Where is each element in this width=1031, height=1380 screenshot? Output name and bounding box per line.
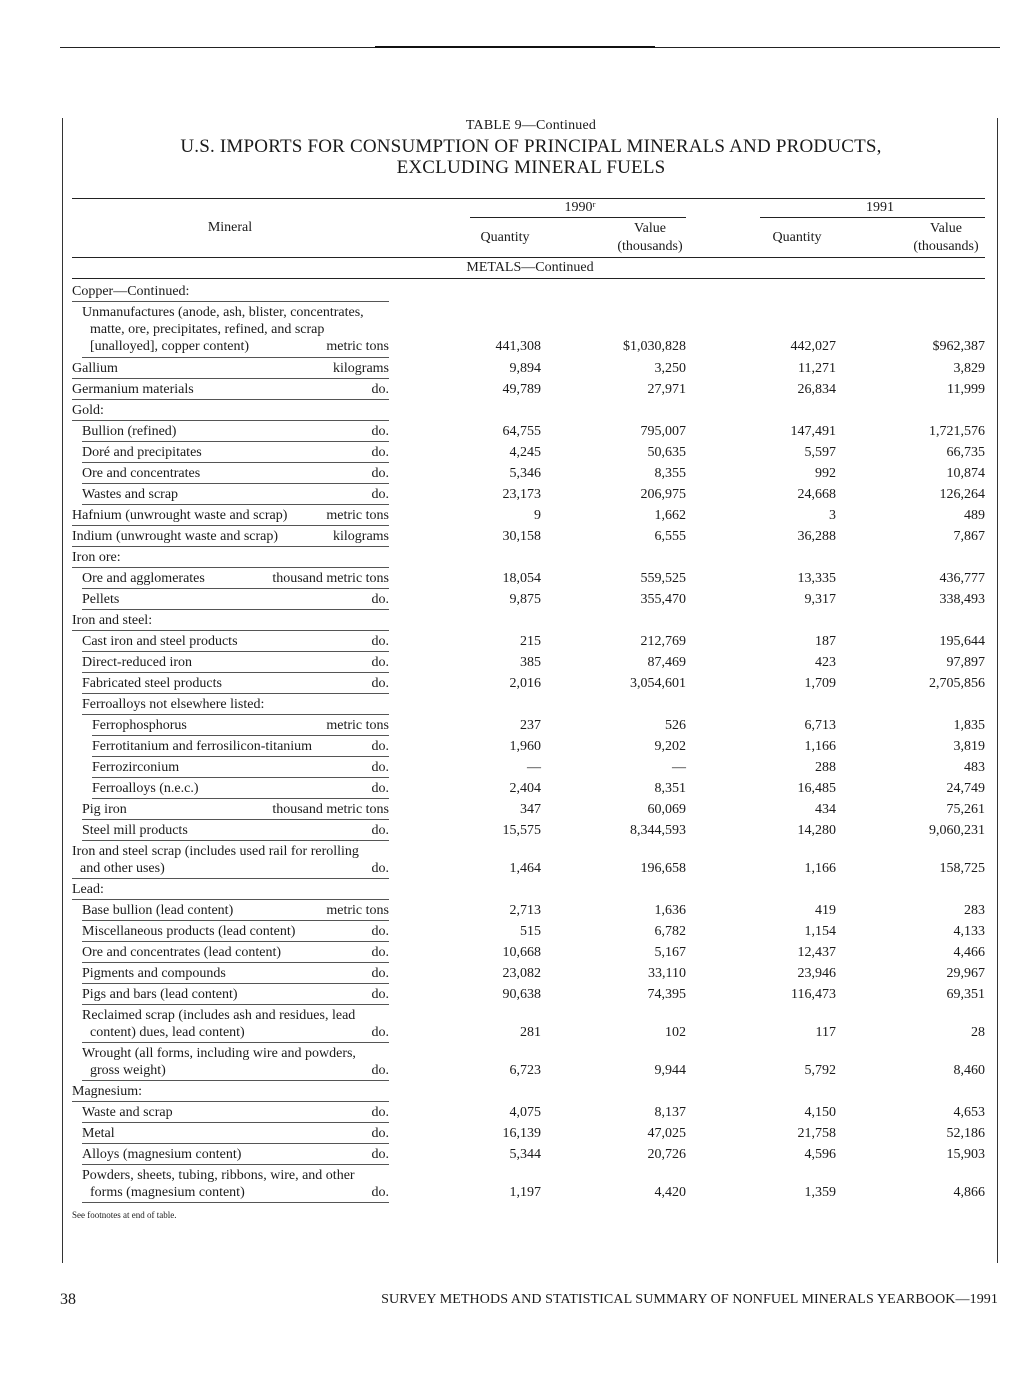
cell-v1: 3,250 [654,361,686,376]
cell-q1: 10,668 [502,945,541,960]
row-unit: do. [371,1185,389,1201]
cell-q2: 1,166 [804,861,836,877]
cell-q2: 147,491 [790,424,836,439]
table-row [0,1102,1031,1123]
cell-q1: 23,082 [502,966,541,981]
cell-q1: 2,404 [509,781,541,796]
cell-q1: 9 [534,508,541,523]
cell-v2: 10,874 [946,466,985,481]
row-unit: do. [371,634,389,649]
row-label: Iron and steel: [72,613,153,628]
cell-v2: 126,264 [939,487,985,502]
row-label-line: and other uses) [80,861,165,877]
cell-q2: 1,166 [804,739,836,754]
page-number: 38 [60,1291,76,1308]
row-unit: do. [371,382,389,397]
row-unit: thousand metric tons [272,571,389,586]
row-label: Pigments and compounds [82,966,226,981]
row-unit: do. [371,823,389,838]
row-label: Steel mill products [82,823,188,838]
row-unit: metric tons [326,718,389,733]
cell-v2: 11,999 [947,382,985,397]
row-unit: do. [371,592,389,607]
table-row [0,921,1031,942]
row-label: Pig iron [82,802,127,817]
row-label: Lead: [72,882,104,897]
cell-q1: 1,960 [509,739,541,754]
cell-q2: 434 [815,802,836,817]
cell-v1: 27,971 [647,382,686,397]
cell-v2: 1,835 [953,718,985,733]
row-unit: do. [371,739,389,754]
cell-q2: 4,596 [804,1147,836,1162]
cell-v2: 1,721,576 [929,424,985,439]
table-row [0,1144,1031,1165]
row-label-line: matte, ore, precipitates, refined, and scrap [90,322,325,338]
header-mineral: Mineral [207,220,253,235]
row-label-line: [unalloyed], copper content) [90,339,249,355]
table-row [0,281,1031,302]
row-label-line: Unmanufactures (anode, ash, blister, concentrates, [82,305,364,320]
row-label: Ore and agglomerates [82,571,205,586]
cell-q2: 423 [815,655,836,670]
row-label: Gold: [72,403,104,418]
row-label: Pigs and bars (lead content) [82,987,238,1002]
cell-v1: 795,007 [640,424,686,439]
table-row [0,421,1031,442]
row-unit: metric tons [326,339,389,355]
row-label: Metal [82,1126,115,1141]
row-label: Iron ore: [72,550,121,565]
cell-q1: 2,713 [509,903,541,918]
row-unit: do. [371,1105,389,1120]
row-label: Ferroalloys (n.e.c.) [92,781,199,796]
row-unit: do. [371,676,389,691]
cell-v1: 526 [665,718,686,733]
cell-v2: 489 [964,508,985,523]
table-row [0,942,1031,963]
cell-q2: 5,792 [804,1063,836,1079]
cell-v2: 29,967 [946,966,985,981]
row-label: Cast iron and steel products [82,634,238,649]
cell-q1: 90,638 [502,987,541,1002]
table-row [0,400,1031,421]
cell-q1: 9,894 [509,361,541,376]
cell-q2: 24,668 [797,487,836,502]
row-label: Ferrophosphorus [92,718,187,733]
row-label: Gallium [72,361,118,376]
row-label-line: Wrought (all forms, including wire and powders, [82,1046,356,1061]
cell-v2: 24,749 [946,781,985,796]
row-unit: kilograms [333,361,389,376]
row-unit: do. [371,781,389,796]
cell-v1: $1,030,828 [623,339,686,355]
cell-q1: 515 [520,924,541,939]
cell-q1: 5,346 [509,466,541,481]
cell-v1: 60,069 [647,802,686,817]
table-row [0,963,1031,984]
table-row [0,1123,1031,1144]
cell-v1: 355,470 [640,592,686,607]
header-value-1991: Value (thousands) [913,221,979,254]
running-title: SURVEY METHODS AND STATISTICAL SUMMARY OF NONFUEL MINERALS YEARBOOK—1991 [381,1292,998,1307]
row-label: Ferrotitanium and ferrosilicon-titanium [92,739,313,754]
cell-q1: 347 [520,802,541,817]
cell-q1: 2,016 [509,676,541,691]
section-label: METALS—Continued [466,260,594,275]
row-unit: do. [371,655,389,670]
row-unit: do. [371,760,389,775]
table-row [0,484,1031,505]
cell-q1: 23,173 [502,487,541,502]
cell-q2: 117 [815,1025,836,1041]
cell-v1: 8,344,593 [630,823,686,838]
row-unit: do. [371,1126,389,1141]
row-label: Wastes and scrap [82,487,179,502]
table-row [0,694,1031,715]
cell-q1: 4,245 [509,445,541,460]
cell-v2: 283 [964,903,985,918]
cell-q1: 64,755 [502,424,541,439]
cell-v2: 4,866 [953,1185,985,1201]
row-label-line: forms (magnesium content) [90,1185,245,1201]
row-unit: do. [371,987,389,1002]
cell-q2: 23,946 [797,966,836,981]
cell-v2: 75,261 [946,802,985,817]
row-label: Base bullion (lead content) [82,903,234,918]
cell-q1: 49,789 [502,382,541,397]
row-label: Germanium materials [72,382,194,397]
table-row [0,463,1031,484]
cell-v2: 4,466 [953,945,985,960]
cell-v1: 1,662 [654,508,686,523]
row-label: Indium (unwrought waste and scrap) [72,529,279,544]
cell-v2: 9,060,231 [929,823,985,838]
header-quantity-1991: Quantity [772,230,822,245]
cell-v1: 6,782 [654,924,686,939]
row-unit: do. [371,966,389,981]
cell-v1: 9,202 [654,739,686,754]
row-unit: do. [371,1025,389,1041]
table-row [0,568,1031,589]
table-row [0,736,1031,757]
cell-v1: 8,137 [654,1105,686,1120]
row-unit: do. [371,924,389,939]
cell-q2: 11,271 [798,361,836,376]
row-label: Ore and concentrates (lead content) [82,945,282,960]
cell-v1: 102 [665,1025,686,1041]
cell-q1: 16,139 [502,1126,541,1141]
cell-v2: 483 [964,760,985,775]
cell-q2: 9,317 [804,592,836,607]
row-label: Hafnium (unwrought waste and scrap) [72,508,288,523]
cell-v1: 87,469 [647,655,686,670]
cell-q1: 441,308 [495,339,541,355]
cell-q1: 4,075 [509,1105,541,1120]
table-row [0,715,1031,736]
row-unit: do. [371,445,389,460]
row-label-line: gross weight) [90,1063,166,1079]
table-row [0,1081,1031,1102]
cell-v2: 8,460 [953,1063,985,1079]
cell-v2: $962,387 [932,339,985,355]
cell-q2: 12,437 [797,945,836,960]
cell-v2: 28 [971,1025,985,1041]
table-row [0,820,1031,841]
cell-q2: 187 [815,634,836,649]
cell-q1: 385 [520,655,541,670]
table-title-line-2: EXCLUDING MINERAL FUELS [396,157,666,178]
row-label-line: Iron and steel scrap (includes used rail for rerolling [72,844,359,859]
cell-q2: 1,154 [804,924,836,939]
cell-v1: 206,975 [640,487,686,502]
row-unit: do. [371,487,389,502]
cell-q1: 1,197 [509,1185,541,1201]
cell-v2: 4,653 [953,1105,985,1120]
row-label: Doré and precipitates [82,445,202,460]
row-label: Ferrozirconium [92,760,180,775]
cell-v2: 7,867 [953,529,985,544]
cell-q2: 442,027 [790,339,836,355]
cell-v2: 158,725 [939,861,985,877]
cell-v2: 4,133 [953,924,985,939]
cell-q1: 6,723 [509,1063,541,1079]
cell-v2: 69,351 [946,987,985,1002]
cell-v1: 4,420 [654,1185,686,1201]
cell-v2: 3,829 [953,361,985,376]
table-row [0,900,1031,921]
cell-q2: 1,709 [804,676,836,691]
row-unit: do. [371,424,389,439]
cell-v2: 2,705,856 [929,676,985,691]
cell-v1: 8,355 [654,466,686,481]
cell-v1: 196,658 [640,861,686,877]
cell-q2: 116,473 [791,987,836,1002]
table-row [0,302,1031,358]
cell-q2: 1,359 [804,1185,836,1201]
cell-v1: 47,025 [647,1126,686,1141]
row-label: Miscellaneous products (lead content) [82,924,296,939]
row-rule [82,1202,389,1203]
cell-v2: 3,819 [953,739,985,754]
cell-v2: 338,493 [939,592,985,607]
row-label: Ferroalloys not elsewhere listed: [82,697,265,712]
table-row [0,505,1031,526]
table-row [0,1165,1031,1203]
table-row [0,1005,1031,1043]
cell-v1: 33,110 [648,966,686,981]
row-unit: do. [371,1063,389,1079]
table-row [0,879,1031,900]
cell-q2: 992 [815,466,836,481]
row-label-line: Powders, sheets, tubing, ribbons, wire, and other [82,1168,355,1183]
cell-q2: 5,597 [804,445,836,460]
table-row [0,631,1031,652]
cell-v2: 15,903 [946,1147,985,1162]
cell-q2: 288 [815,760,836,775]
cell-v1: 212,769 [640,634,686,649]
cell-v2: 195,644 [939,634,985,649]
table-row [0,841,1031,879]
header-year-1990: 1990ʳ [564,200,596,215]
table-row [0,778,1031,799]
row-label: Ore and concentrates [82,466,201,481]
row-unit: thousand metric tons [272,802,389,817]
cell-q2: 4,150 [804,1105,836,1120]
cell-q2: 6,713 [804,718,836,733]
cell-q1: 18,054 [502,571,541,586]
cell-v1: 20,726 [647,1147,686,1162]
row-unit: metric tons [326,903,389,918]
table-row [0,757,1031,778]
footnote: See footnotes at end of table. [72,1210,177,1220]
row-label: Magnesium: [72,1084,142,1099]
cell-q1: — [527,760,541,775]
cell-v1: 50,635 [647,445,686,460]
cell-q2: 14,280 [797,823,836,838]
cell-q2: 3 [829,508,836,523]
cell-v1: 8,351 [654,781,686,796]
table-row [0,799,1031,820]
row-unit: do. [371,861,389,877]
cell-v1: 5,167 [654,945,686,960]
cell-v1: 6,555 [654,529,686,544]
cell-q1: 237 [520,718,541,733]
table-row [0,358,1031,379]
row-label-line: Reclaimed scrap (includes ash and residues, lead [82,1008,356,1023]
row-unit: do. [371,945,389,960]
row-label-line: content) dues, lead content) [90,1025,245,1041]
row-unit: kilograms [333,529,389,544]
cell-q2: 13,335 [797,571,836,586]
row-unit: do. [371,1147,389,1162]
cell-q2: 36,288 [797,529,836,544]
cell-q1: 5,344 [509,1147,541,1162]
cell-q2: 16,485 [797,781,836,796]
cell-v1: 1,636 [654,903,686,918]
cell-v1: 74,395 [647,987,686,1002]
table-row [0,652,1031,673]
cell-v2: 66,735 [946,445,985,460]
cell-q2: 21,758 [797,1126,836,1141]
cell-v2: 436,777 [939,571,985,586]
cell-v2: 97,897 [946,655,985,670]
header-year-1991: 1991 [866,200,894,215]
row-label: Alloys (magnesium content) [82,1147,242,1162]
table-title-line-1: U.S. IMPORTS FOR CONSUMPTION OF PRINCIPAL MINERALS AND PRODUCTS, [180,136,882,157]
cell-q1: 30,158 [502,529,541,544]
row-unit: do. [371,466,389,481]
cell-q1: 9,875 [509,592,541,607]
row-label: Waste and scrap [82,1105,173,1120]
table-row [0,1043,1031,1081]
row-unit: metric tons [326,508,389,523]
row-label: Fabricated steel products [82,676,222,691]
table-row [0,984,1031,1005]
row-label: Pellets [82,592,120,607]
cell-v1: — [672,760,686,775]
cell-v1: 9,944 [654,1063,686,1079]
table-row [0,442,1031,463]
table-label: TABLE 9—Continued [465,118,597,133]
cell-q1: 215 [520,634,541,649]
table-row [0,673,1031,694]
table-row [0,610,1031,631]
header-value-1990: Value (thousands) [617,221,683,254]
cell-q2: 26,834 [797,382,836,397]
row-label: Bullion (refined) [82,424,177,439]
row-label: Direct-reduced iron [82,655,192,670]
table-row [0,379,1031,400]
cell-q1: 1,464 [509,861,541,877]
cell-v1: 559,525 [640,571,686,586]
cell-q1: 281 [520,1025,541,1041]
header-quantity-1990: Quantity [480,230,530,245]
cell-q2: 419 [815,903,836,918]
table-row [0,589,1031,610]
table-row [0,547,1031,568]
cell-v2: 52,186 [946,1126,985,1141]
row-label: Copper—Continued: [72,284,190,299]
cell-q1: 15,575 [502,823,541,838]
cell-v1: 3,054,601 [630,676,686,691]
table-row [0,526,1031,547]
